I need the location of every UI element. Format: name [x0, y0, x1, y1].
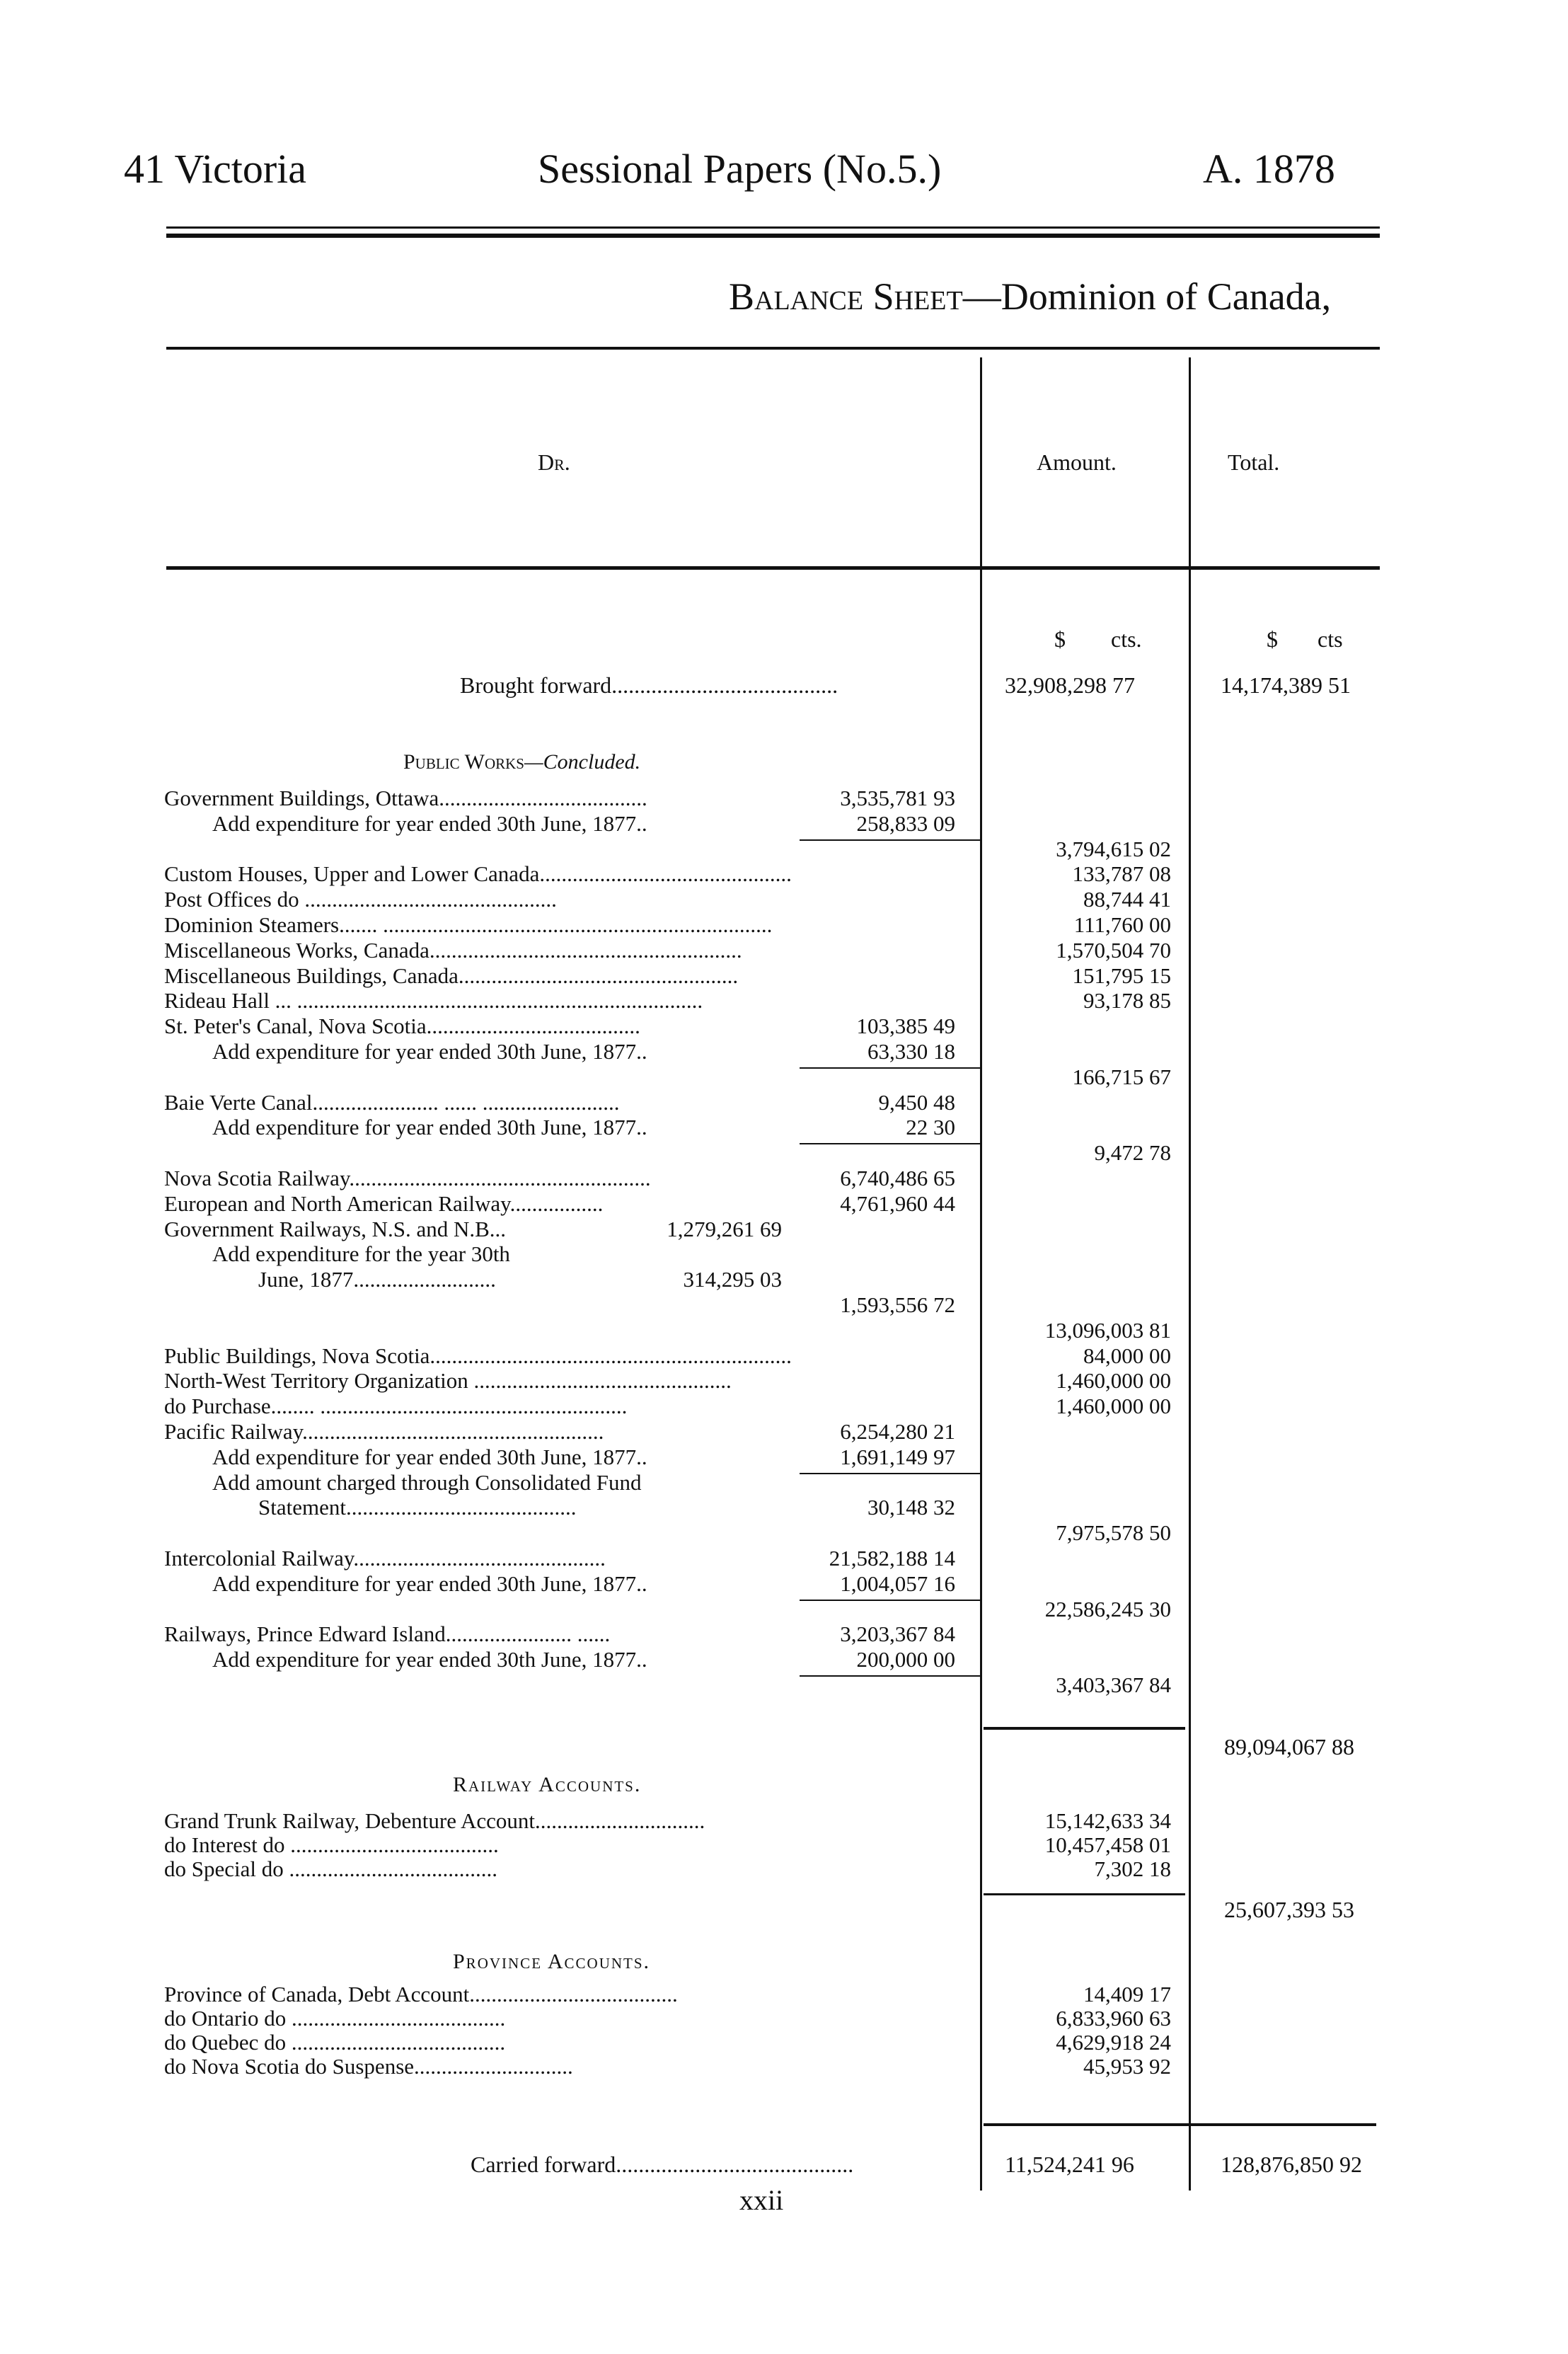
row-amount: 84,000 00 [1083, 1343, 1171, 1368]
row-amount: 1,570,504 70 [1056, 937, 1171, 963]
row-label: Add expenditure for year ended 30th June, 1877.. [212, 1039, 647, 1064]
subtotal-rule [800, 1473, 980, 1474]
railway-accounts-total: 25,607,393 53 [1224, 1897, 1354, 1922]
table-top-rule [166, 347, 1380, 350]
brought-forward-label: Brought forward........................................ [460, 672, 838, 698]
carried-forward-label: Carried forward.......................................... [471, 2152, 854, 2177]
carried-forward-amount: 11,524,241 96 [1005, 2152, 1134, 2177]
row-label: Add expenditure for year ended 30th June, 1877.. [212, 1444, 647, 1469]
row-subamount: 1,691,149 97 [840, 1444, 955, 1469]
subtotal-rule [800, 839, 980, 841]
row-amount: 111,760 00 [1073, 912, 1171, 937]
header-divider-rule [166, 566, 1380, 570]
row-label: Miscellaneous Works, Canada......................................................... [164, 937, 742, 963]
row-label: St. Peter's Canal, Nova Scotia....................................... [164, 1014, 640, 1039]
row-label: Government Buildings, Ottawa...................................... [164, 786, 647, 810]
subtotal-rule [800, 1600, 980, 1601]
row-label: Nova Scotia Railway....................................................... [164, 1166, 651, 1190]
row-amount: 7,302 18 [1094, 1856, 1171, 1881]
page-number: xxii [739, 2184, 784, 2216]
total-column-left-rule [1189, 357, 1191, 2191]
row-amount: 93,178 85 [1083, 988, 1171, 1014]
railway-accounts-total-rule [984, 1893, 1185, 1895]
carried-forward-rule [984, 2123, 1376, 2126]
row-subamount: 63,330 18 [867, 1039, 955, 1064]
amount-units: $ cts. [1054, 626, 1142, 652]
row-label: Pacific Railway....................................................... [164, 1419, 604, 1444]
row-amount: 88,744 41 [1083, 887, 1171, 912]
row-subamount: 258,833 09 [856, 810, 955, 836]
header-center: Sessional Papers (No.5.) [538, 146, 942, 192]
row-label: Add expenditure for year ended 30th June, 1877.. [212, 810, 647, 836]
row-subamount: 3,535,781 93 [840, 786, 955, 810]
row-subamount: 200,000 00 [856, 1647, 955, 1672]
column-header-total: Total. [1228, 449, 1280, 475]
row-amount: 4,629,918 24 [1056, 2030, 1171, 2055]
row-subsubamount: 314,295 03 [683, 1267, 782, 1292]
row-label: do Purchase........ ........................................................ [164, 1394, 628, 1419]
row-label: Post Offices do .............................................. [164, 887, 557, 912]
header-right: A. 1878 [1203, 146, 1335, 192]
header-rule-bottom [166, 234, 1380, 238]
row-subamount: 22 30 [906, 1115, 955, 1140]
row-subamount: 9,450 48 [878, 1089, 955, 1115]
row-label: Baie Verte Canal....................... ...... ......................... [164, 1089, 620, 1115]
carried-forward-total: 128,876,850 92 [1221, 2152, 1362, 2177]
row-subamount: 1,593,556 72 [840, 1292, 955, 1317]
row-amount: 13,096,003 81 [1044, 1317, 1171, 1343]
row-label: Intercolonial Railway.............................................. [164, 1546, 606, 1571]
row-label: Add expenditure for year ended 30th June, 1877.. [212, 1571, 647, 1596]
subtotal-rule [800, 1675, 980, 1677]
row-subamount: 4,761,960 44 [840, 1190, 955, 1216]
row-label: Statement.......................................... [258, 1495, 577, 1520]
row-amount: 1,460,000 00 [1056, 1394, 1171, 1419]
row-label: do Ontario do ....................................... [164, 2006, 506, 2031]
row-label: North-West Territory Organization ............................................... [164, 1368, 732, 1394]
row-subamount: 3,203,367 84 [840, 1621, 955, 1647]
row-amount: 151,795 15 [1072, 963, 1171, 988]
row-label: do Interest do ...................................... [164, 1832, 499, 1857]
row-label: June, 1877.......................... [258, 1267, 496, 1292]
brought-forward-total: 14,174,389 51 [1221, 672, 1351, 698]
row-subamount: 1,004,057 16 [840, 1571, 955, 1596]
header-rule-top [166, 226, 1380, 229]
row-label: Rideau Hall ... .......................................................................... [164, 988, 703, 1014]
row-label: European and North American Railway................. [164, 1190, 604, 1216]
row-label: Province of Canada, Debt Account...................................... [164, 1982, 678, 2006]
row-subamount: 30,148 32 [867, 1495, 955, 1520]
row-amount: 166,715 67 [1072, 1064, 1171, 1089]
row-amount: 3,403,367 84 [1056, 1672, 1171, 1697]
row-label: Grand Trunk Railway, Debenture Account............................... [164, 1808, 705, 1833]
row-amount: 45,953 92 [1083, 2054, 1171, 2079]
row-subsubamount: 1,279,261 69 [667, 1216, 782, 1241]
row-amount: 7,975,578 50 [1056, 1520, 1171, 1546]
row-amount: 1,460,000 00 [1056, 1368, 1171, 1394]
subtotal-rule [800, 1143, 980, 1144]
row-label: do Quebec do ....................................... [164, 2030, 506, 2055]
column-header-dr: Dr. [538, 449, 570, 475]
row-label: Add amount charged through Consolidated Fund [212, 1469, 642, 1495]
row-label: Government Railways, N.S. and N.B... [164, 1216, 507, 1241]
row-label: Add expenditure for year ended 30th June, 1877.. [212, 1647, 647, 1672]
row-label: Dominion Steamers....... ....................................................................... [164, 912, 773, 937]
row-amount: 3,794,615 02 [1056, 836, 1171, 861]
row-label: Miscellaneous Buildings, Canada................................................... [164, 963, 739, 988]
row-amount: 14,409 17 [1083, 1982, 1171, 2006]
title-prefix: Balance Sheet [729, 275, 963, 318]
row-subamount: 103,385 49 [856, 1014, 955, 1039]
subtotal-rule [800, 1067, 980, 1069]
public-works-heading-text: Public Works [403, 750, 524, 774]
row-label: Custom Houses, Upper and Lower Canada.............................................. [164, 861, 792, 887]
row-label: Add expenditure for year ended 30th June, 1877.. [212, 1115, 647, 1140]
row-label: do Special do ...................................... [164, 1856, 497, 1881]
province-accounts-heading: Province Accounts. [453, 1950, 651, 1973]
public-works-heading [403, 750, 640, 774]
page-title [729, 275, 1331, 318]
row-label: Public Buildings, Nova Scotia.................................................................. [164, 1343, 792, 1368]
column-header-amount: Amount. [1037, 449, 1117, 475]
railway-accounts-heading: Railway Accounts. [453, 1773, 642, 1796]
row-subamount: 6,740,486 65 [840, 1166, 955, 1190]
row-label: do Nova Scotia do Suspense............................. [164, 2054, 573, 2079]
row-amount: 22,586,245 30 [1044, 1596, 1171, 1621]
row-amount: 9,472 78 [1094, 1140, 1171, 1166]
total-units: $ cts [1267, 626, 1343, 652]
row-amount: 10,457,458 01 [1044, 1832, 1171, 1857]
brought-forward-amount: 32,908,298 77 [1005, 672, 1135, 698]
title-suffix: —Dominion of Canada, [962, 275, 1332, 318]
row-amount: 133,787 08 [1072, 861, 1171, 887]
row-amount: 6,833,960 63 [1056, 2006, 1171, 2031]
row-amount: 15,142,633 34 [1044, 1808, 1171, 1833]
public-works-heading-suffix: —Concluded. [524, 750, 641, 774]
amount-column-left-rule [980, 357, 982, 2191]
public-works-total: 89,094,067 88 [1224, 1734, 1354, 1759]
row-label: Add expenditure for the year 30th [212, 1241, 510, 1267]
row-subamount: 21,582,188 14 [829, 1546, 955, 1571]
public-works-total-rule [984, 1727, 1185, 1730]
row-subamount: 6,254,280 21 [840, 1419, 955, 1444]
row-label: Railways, Prince Edward Island....................... ...... [164, 1621, 611, 1647]
header-left: 41 Victoria [124, 146, 306, 192]
